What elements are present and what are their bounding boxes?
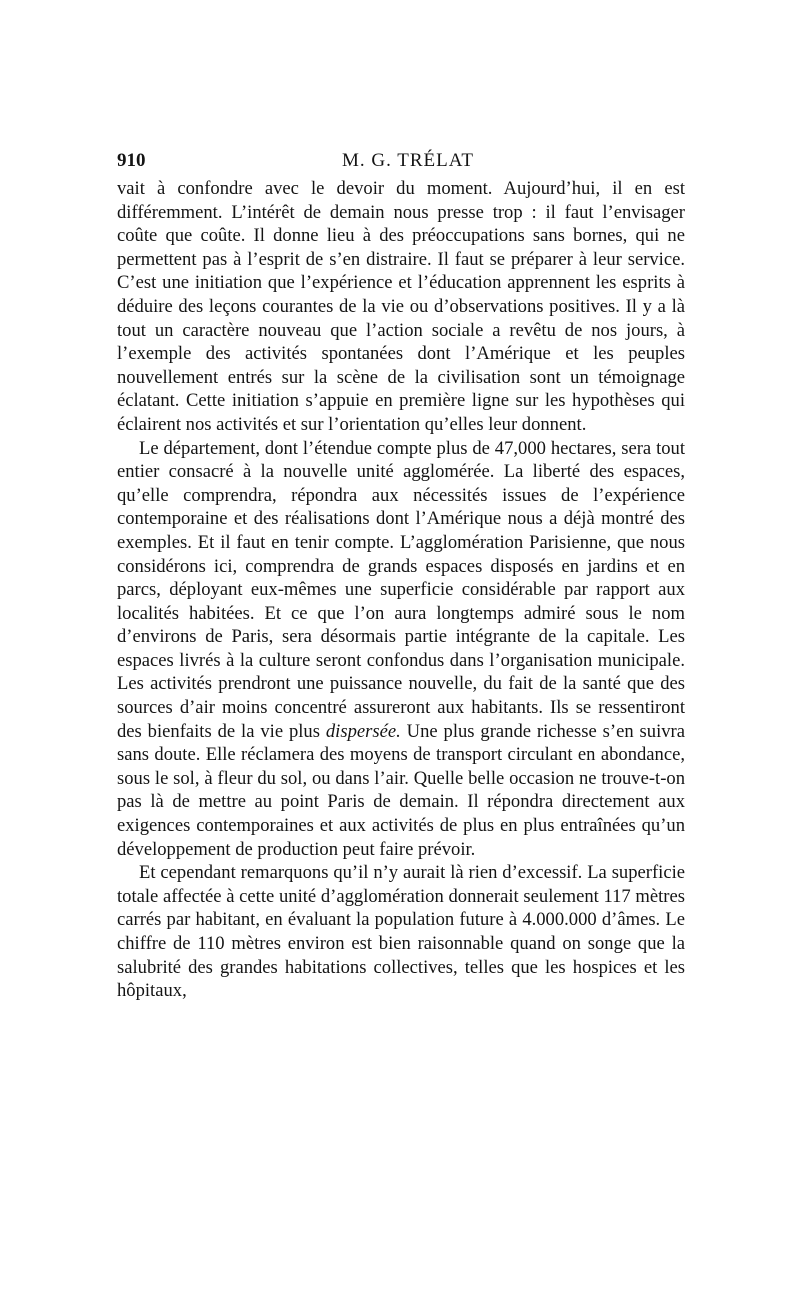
paragraph-continuation: vait à confondre avec le devoir du moment. Aujourd’hui, il en est différemment. L’intérêt de demain nous presse trop : il faut l’envisager coûte que coûte. Il donne lieu à des préoccupations sans bornes, qui ne permettent pas à l’esprit de s’en distraire. Il faut se préparer à leur service. C’est une initiation que l’expérience et l’éducation apprennent les esprits à déduire des leçons courantes de la vie ou d’observations positives. Il y a là tout un caractère nouveau que l’action sociale a revêtu de nos jours, à l’exemple des activités spontanées dont l’Amérique et les peuples nouvellement entrés sur la scène de la civilisation sont un témoignage éclatant. Cette initiation s’appuie en première ligne sur les hypothèses qui éclairent nos activités et sur l’orientation qu’elles leur donnent. <box>117 178 685 435</box>
emphasized-word: dispersée. <box>325 720 401 742</box>
paragraph-surface: Et cependant remarquons qu’il n’y aurait là rien d’excessif. La superficie totale affectée à cette unité d’agglomération donnerait seulement 117 mètres carrés par habitant, en évaluant la population future à 4.000.000 d’âmes. Le chiffre de 110 mètres environ est bien raisonnable quand on songe que la salubrité des grandes habitations collectives, telles que les hospices et les hôpitaux, <box>117 862 685 1002</box>
body-text <box>117 177 685 1003</box>
page-number: 910 <box>117 150 146 171</box>
paragraph-department-text-before: Le département, dont l’étendue compte plus de 47,000 hectares, sera tout entier consacré à la nouvelle unité agglomérée. La liberté des espaces, qu’elle comprendra, répondra aux nécessités issues de l’expérience contemporaine et des réalisations dont l’Amérique nous a déjà montré des exemples. Et il faut en tenir compte. L’agglomération Parisienne, que nous considérons ici, comprendra de grands espaces disposés en jardins et en parcs, déployant eux-mêmes une superficie considérable par rapport aux localités habitées. Et ce que l’on aura longtemps admiré sous le nom d’environs de Paris, sera désormais partie intégrante de la capitale. Les espaces livrés à la culture seront confondus dans l’organisation municipale. Les activités prendront une puissance nouvelle, du fait de la santé que des sources d’air moins concentré assureront aux habitants. Ils se ressentiront des bienfaits de la vie plus <box>117 437 685 742</box>
running-head: M. G. TRÉLAT <box>342 150 474 171</box>
paragraph-department <box>117 437 685 862</box>
page-header <box>117 146 685 176</box>
paragraph-department-text-after: Une plus grande richesse s’en suivra sans doute. Elle réclamera des moyens de transport circulant en abondance, sous le sol, à fleur du sol, ou dans l’air. Quelle belle occasion ne trouve-t-on pas là de mettre au point Paris de demain. Il répondra directement aux exigences contemporaines et aux activités de plus en plus entraînées qu’un développement de production peut faire prévoir. <box>117 720 685 860</box>
book-page <box>117 146 685 1003</box>
